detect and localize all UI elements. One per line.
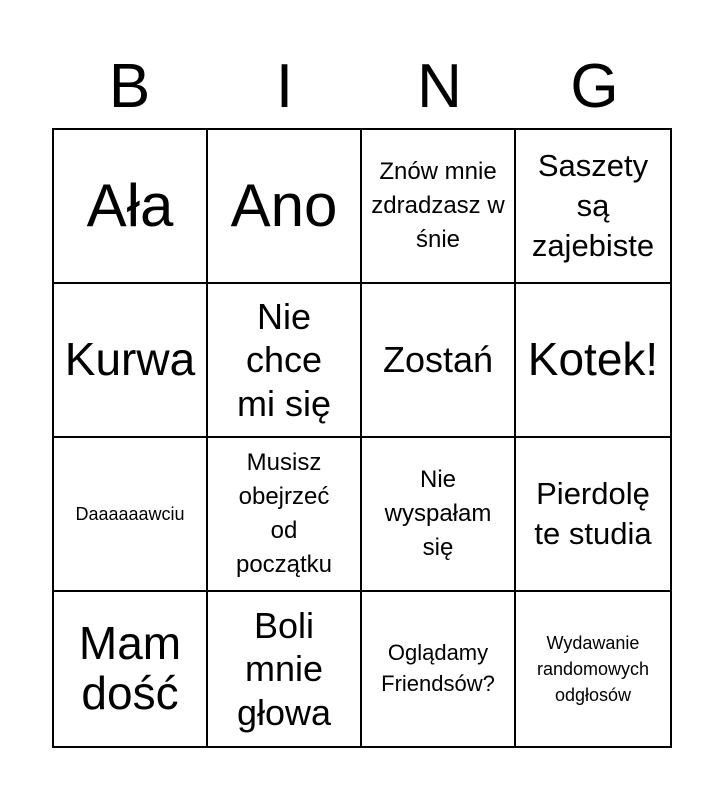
bingo-header (52, 52, 672, 122)
bingo-cell-text: Ano (230, 172, 338, 239)
bingo-cell-text: Kurwa (64, 333, 196, 386)
bingo-cell[interactable] (362, 130, 516, 284)
bingo-cell-text: Wydawanie randomowych odgłosów (536, 632, 650, 706)
bingo-cell[interactable] (54, 592, 208, 746)
bingo-cell-text: Mam dość (78, 617, 182, 719)
bingo-cell-text: Oglądamy Friendsów? (381, 640, 495, 696)
bingo-cell-text: Daaaaaawciu (75, 503, 185, 524)
bingo-cell[interactable] (208, 130, 362, 284)
bingo-cell[interactable] (516, 130, 670, 284)
bingo-cell[interactable] (362, 284, 516, 438)
bingo-cell-text: Kotek! (527, 333, 659, 386)
bingo-cell-text: Nie chce mi się (236, 296, 331, 424)
bingo-cell-text: Nie wyspałam się (384, 465, 492, 562)
header-letter-n: N (417, 52, 462, 121)
bingo-cell-text: Zostań (382, 339, 494, 381)
bingo-cell[interactable] (516, 284, 670, 438)
header-letter-g: G (570, 52, 619, 121)
bingo-board (52, 128, 672, 748)
header-letter-i: I (275, 52, 294, 121)
bingo-cell[interactable] (54, 284, 208, 438)
bingo-cell[interactable] (208, 284, 362, 438)
bingo-cell-text: Ała (86, 172, 174, 239)
bingo-cell[interactable] (54, 438, 208, 592)
bingo-cell[interactable] (208, 438, 362, 592)
bingo-cell[interactable] (516, 438, 670, 592)
bingo-cell[interactable] (516, 592, 670, 746)
bingo-cell-text: Znów mnie zdradzasz w śnie (371, 157, 505, 254)
bingo-cell-text: Musisz obejrzeć od początku (235, 448, 333, 579)
bingo-cell-text: Saszety są zajebiste (531, 147, 655, 264)
bingo-cell-text: Pierdolę te studia (534, 475, 652, 551)
bingo-cell[interactable] (362, 592, 516, 746)
bingo-cell[interactable] (208, 592, 362, 746)
bingo-cell[interactable] (54, 130, 208, 284)
bingo-cell-text: Boli mnie głowa (236, 605, 332, 733)
header-letter-b: B (108, 52, 151, 121)
bingo-cell[interactable] (362, 438, 516, 592)
